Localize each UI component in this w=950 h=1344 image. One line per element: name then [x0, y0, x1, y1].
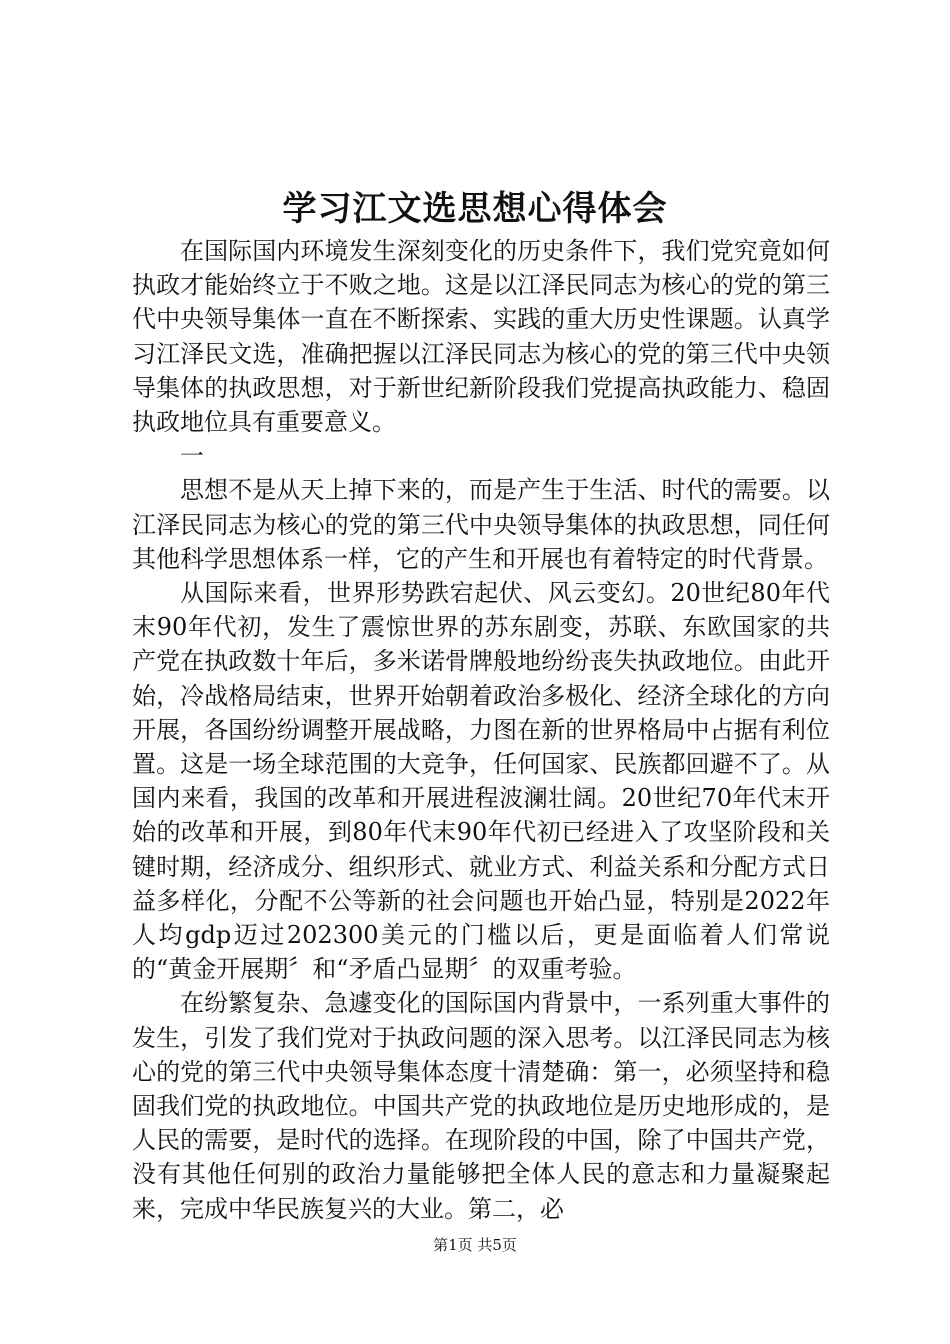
section-heading-one: 一 — [180, 442, 204, 471]
document-title: 学习江文选思想心得体会 — [282, 189, 668, 229]
page-footer: 第1页 共5页 — [433, 1236, 517, 1254]
paragraph-intro: 在国际国内环境发生深刻变化的历史条件下，我们党究竟如何执政才能始终立于不败之地。这是以江泽民同志为核心的党的第三代中央领导集体一直在不断探索、实践的重大历史性课题。认真学习江泽民文选，准确把握以江泽民同志为核心的党的第三代中央领导集体的执政思想，对于新世纪新阶段我们党提高执政能力、稳固执政地位具有重要意义。 — [132, 237, 830, 437]
paragraph-thought-origin: 思想不是从天上掉下来的，而是产生于生活、时代的需要。以江泽民同志为核心的党的第三代中央领导集体的执政思想，同任何其他科学思想体系一样，它的产生和开展也有着特定的时代背景。 — [132, 476, 830, 573]
document-body — [132, 234, 830, 1226]
paragraph-governance: 在纷繁复杂、急遽变化的国际国内背景中，一系列重大事件的发生，引发了我们党对于执政问题的深入思考。以江泽民同志为核心的党的第三代中央领导集体态度十清楚确：第一，必须坚持和稳固我们党的执政地位。中国共产党的执政地位是历史地形成的，是人民的需要，是时代的选择。在现阶段的中国，除了中国共产党，没有其他任何别的政治力量能够把全体人民的意志和力量凝聚起来，完成中华民族复兴的大业。第二，必 — [132, 989, 830, 1223]
paragraph-background: 从国际来看，世界形势跌宕起伏、风云变幻。20世纪80年代末90年代初，发生了震惊世界的苏东剧变，苏联、东欧国家的共产党在执政数十年后，多米诺骨牌般地纷纷丧失执政地位。由此开始，冷战格局结束，世界开始朝着政治多极化、经济全球化的方向开展，各国纷纷调整开展战略，力图在新的世界格局中占据有利位置。这是一场全球范围的大竞争，任何国家、民族都回避不了。从国内来看，我国的改革和开展进程波澜壮阔。20世纪70年代末开始的改革和开展，到80年代末90年代初已经进入了攻坚阶段和关键时期，经济成分、组织形式、就业方式、利益关系和分配方式日益多样化，分配不公等新的社会问题也开始凸显，特别是2022年人均gdp迈过202300美元的门槛以后，更是面临着人们常说的“黄金开展期〞和“矛盾凸显期〞的双重考验。 — [132, 579, 830, 984]
